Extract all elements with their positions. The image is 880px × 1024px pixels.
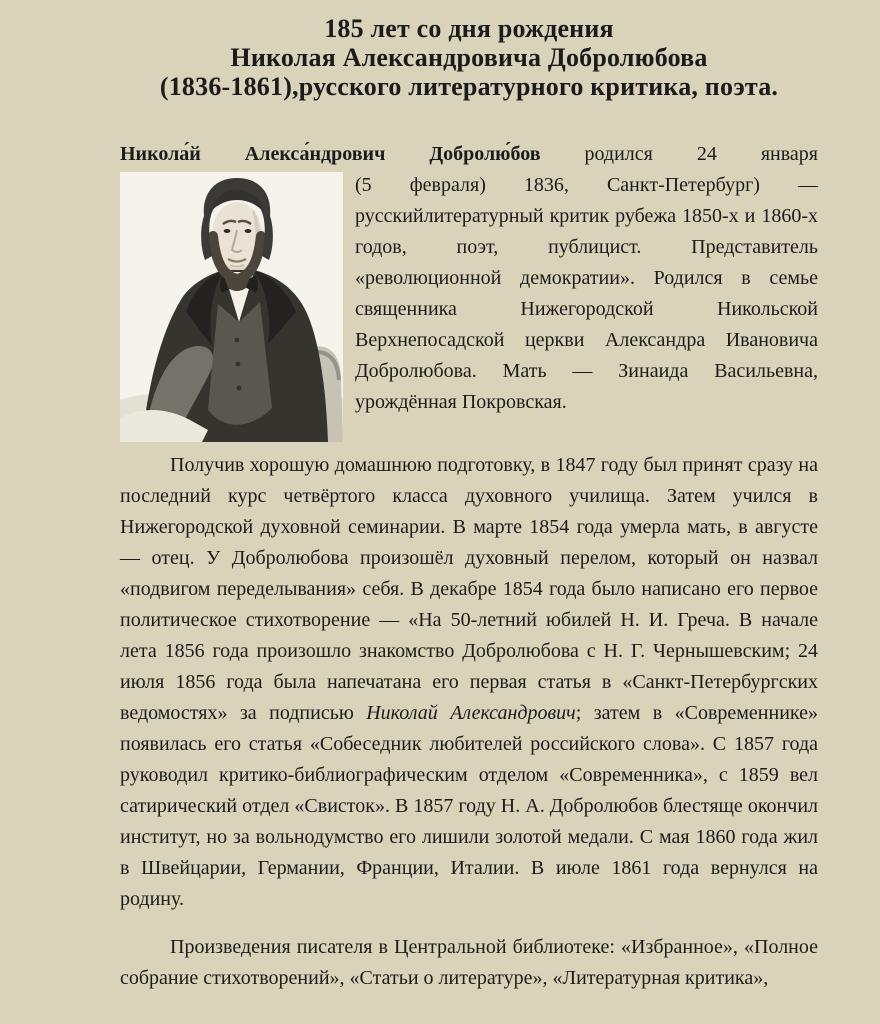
portrait-drawing (120, 172, 343, 442)
works-paragraph (120, 932, 818, 994)
intro-text: (5 февраля) 1836, Санкт-Петербург) — русскийлитературный критик рубежа 1850-х и 1860-х годов, поэт, публицист. Представитель «революционной демократии». Родился в семье священника Нижегородской Никольской Верхнепосадской церкви Александра Ивановича Добролюбова. Мать — Зинаида Васильевна, урождённая Покровская. (355, 174, 818, 413)
page-title (120, 14, 818, 101)
title-line-3: (1836-1861),русского литературного критика, поэта. (159, 72, 779, 101)
author-name: Никола́й Алекса́ндрович Добролю́бов (120, 143, 541, 165)
bio-text-before-signature: Получив хорошую домашнюю подготовку, в 1847 году был принят сразу на последний курс четвёртого класса духовного училища. Затем учился в Нижегородской духовной семинарии. В марте 1854 года умерла мать, в августе — отец. У Добролюбова произошёл духовный перелом, который он назвал «подвигом переделывания» себя. В декабре 1854 года было написано его первое политическое стихотворение — «На 50-летний юбилей Н. И. Греча. В начале лета 1856 года произошло знакомство Добролюбова с Н. Г. Чернышевским; 24 июля 1856 года была напечатана его первая статья в «Санкт-Петербургских ведомостях» за подписью (120, 454, 818, 724)
document-page (120, 0, 818, 994)
intro-paragraph-first-line (120, 139, 818, 170)
works-text: Произведения писателя в Центральной библиотеке: «Избранное», «Полное собрание стихотворений», «Статьи о литературе», «Литературная критика», (120, 936, 818, 989)
title-line-1: 185 лет со дня рождения (324, 14, 614, 43)
bio-text-after-signature: ; затем в «Современнике» появилась его статья «Собеседник любителей российского слова». С 1857 года руководил критико-библиографическим отделом «Современника», с 1859 вел сатирический отдел «Свисток». В 1857 году Н. А. Добролюбов блестяще окончил институт, но за вольнодумство его лишили золотой медали. С мая 1860 года жил в Швейцарии, Германии, Франции, Италии. В июле 1861 года вернулся на родину. (120, 702, 819, 910)
signature-italic: Николай Александрович (366, 702, 576, 724)
title-line-2: Николая Александровича Добролюбова (230, 43, 708, 72)
portrait-image (120, 172, 343, 442)
biography-paragraph (120, 450, 818, 915)
intro-paragraph (120, 170, 818, 418)
intro-first-line-rest: родился 24 января (584, 143, 818, 165)
